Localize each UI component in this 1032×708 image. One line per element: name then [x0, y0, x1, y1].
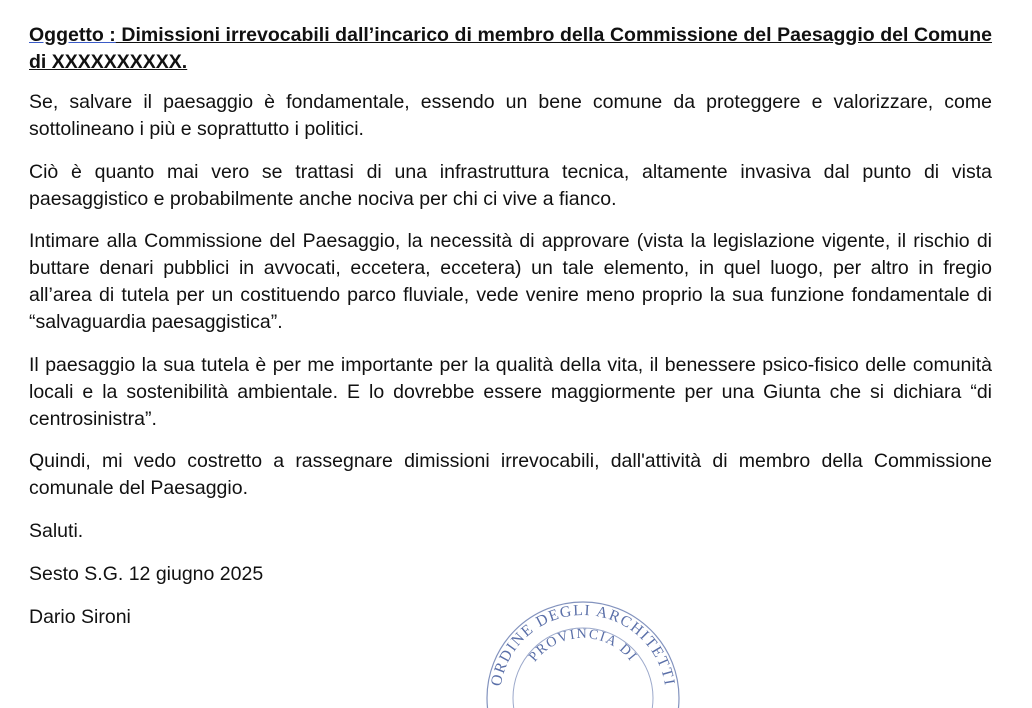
stamp-inner-text: PROVINCIA DI: [526, 626, 640, 665]
signature-name: Dario Sironi: [29, 605, 131, 628]
paragraph-4: Il paesaggio la sua tutela è per me importante per la qualità della vita, il benessere psico-fisico delle comunità locali e la sostenibilità ambientale. E lo dovrebbe essere maggiormente per una Giunta che si dichiara “di centrosinistra”.: [29, 353, 992, 430]
paragraph-2: Ciò è quanto mai vero se trattasi di una infrastruttura tecnica, altamente invasiva dal punto di vista paesaggistico e probabilmente anche nociva per chi ci vive a fianco.: [29, 160, 992, 210]
letter: [29, 22, 992, 647]
subject-text: Dimissioni irrevocabili dall’incarico di membro della Commissione del Paesaggio del Comune di XXXXXXXXXX.: [29, 24, 992, 73]
place-date: Sesto S.G. 12 giugno 2025: [29, 562, 264, 585]
letter-subject: [29, 22, 992, 76]
paragraph-1: Se, salvare il paesaggio è fondamentale, essendo un bene comune da proteggere e valorizzare, come sottolineano i più e soprattutto i politici.: [29, 91, 992, 140]
paragraph-3: Intimare alla Commissione del Paesaggio, la necessità di approvare (vista la legislazione vigente, il rischio di buttare denari pubblici in avvocati, eccetera, eccetera) un tale elemento, in quel luogo, per altro in fregio all’area di tutela per un costituendo parco fluviale, vede venire meno proprio la sua funzione fondamentale di “salvaguardia paesaggistica”.: [29, 230, 992, 333]
architects-stamp: [478, 598, 688, 708]
subject-label: Oggetto :: [29, 24, 116, 46]
closing: Saluti.: [29, 519, 84, 542]
paragraph-5: Quindi, mi vedo costretto a rassegnare dimissioni irrevocabili, dall'attività di membro della Commissione comunale del Paesaggio.: [29, 450, 992, 499]
stamp-outer-text: ORDINE DEGLI ARCHITETTI: [487, 601, 679, 688]
